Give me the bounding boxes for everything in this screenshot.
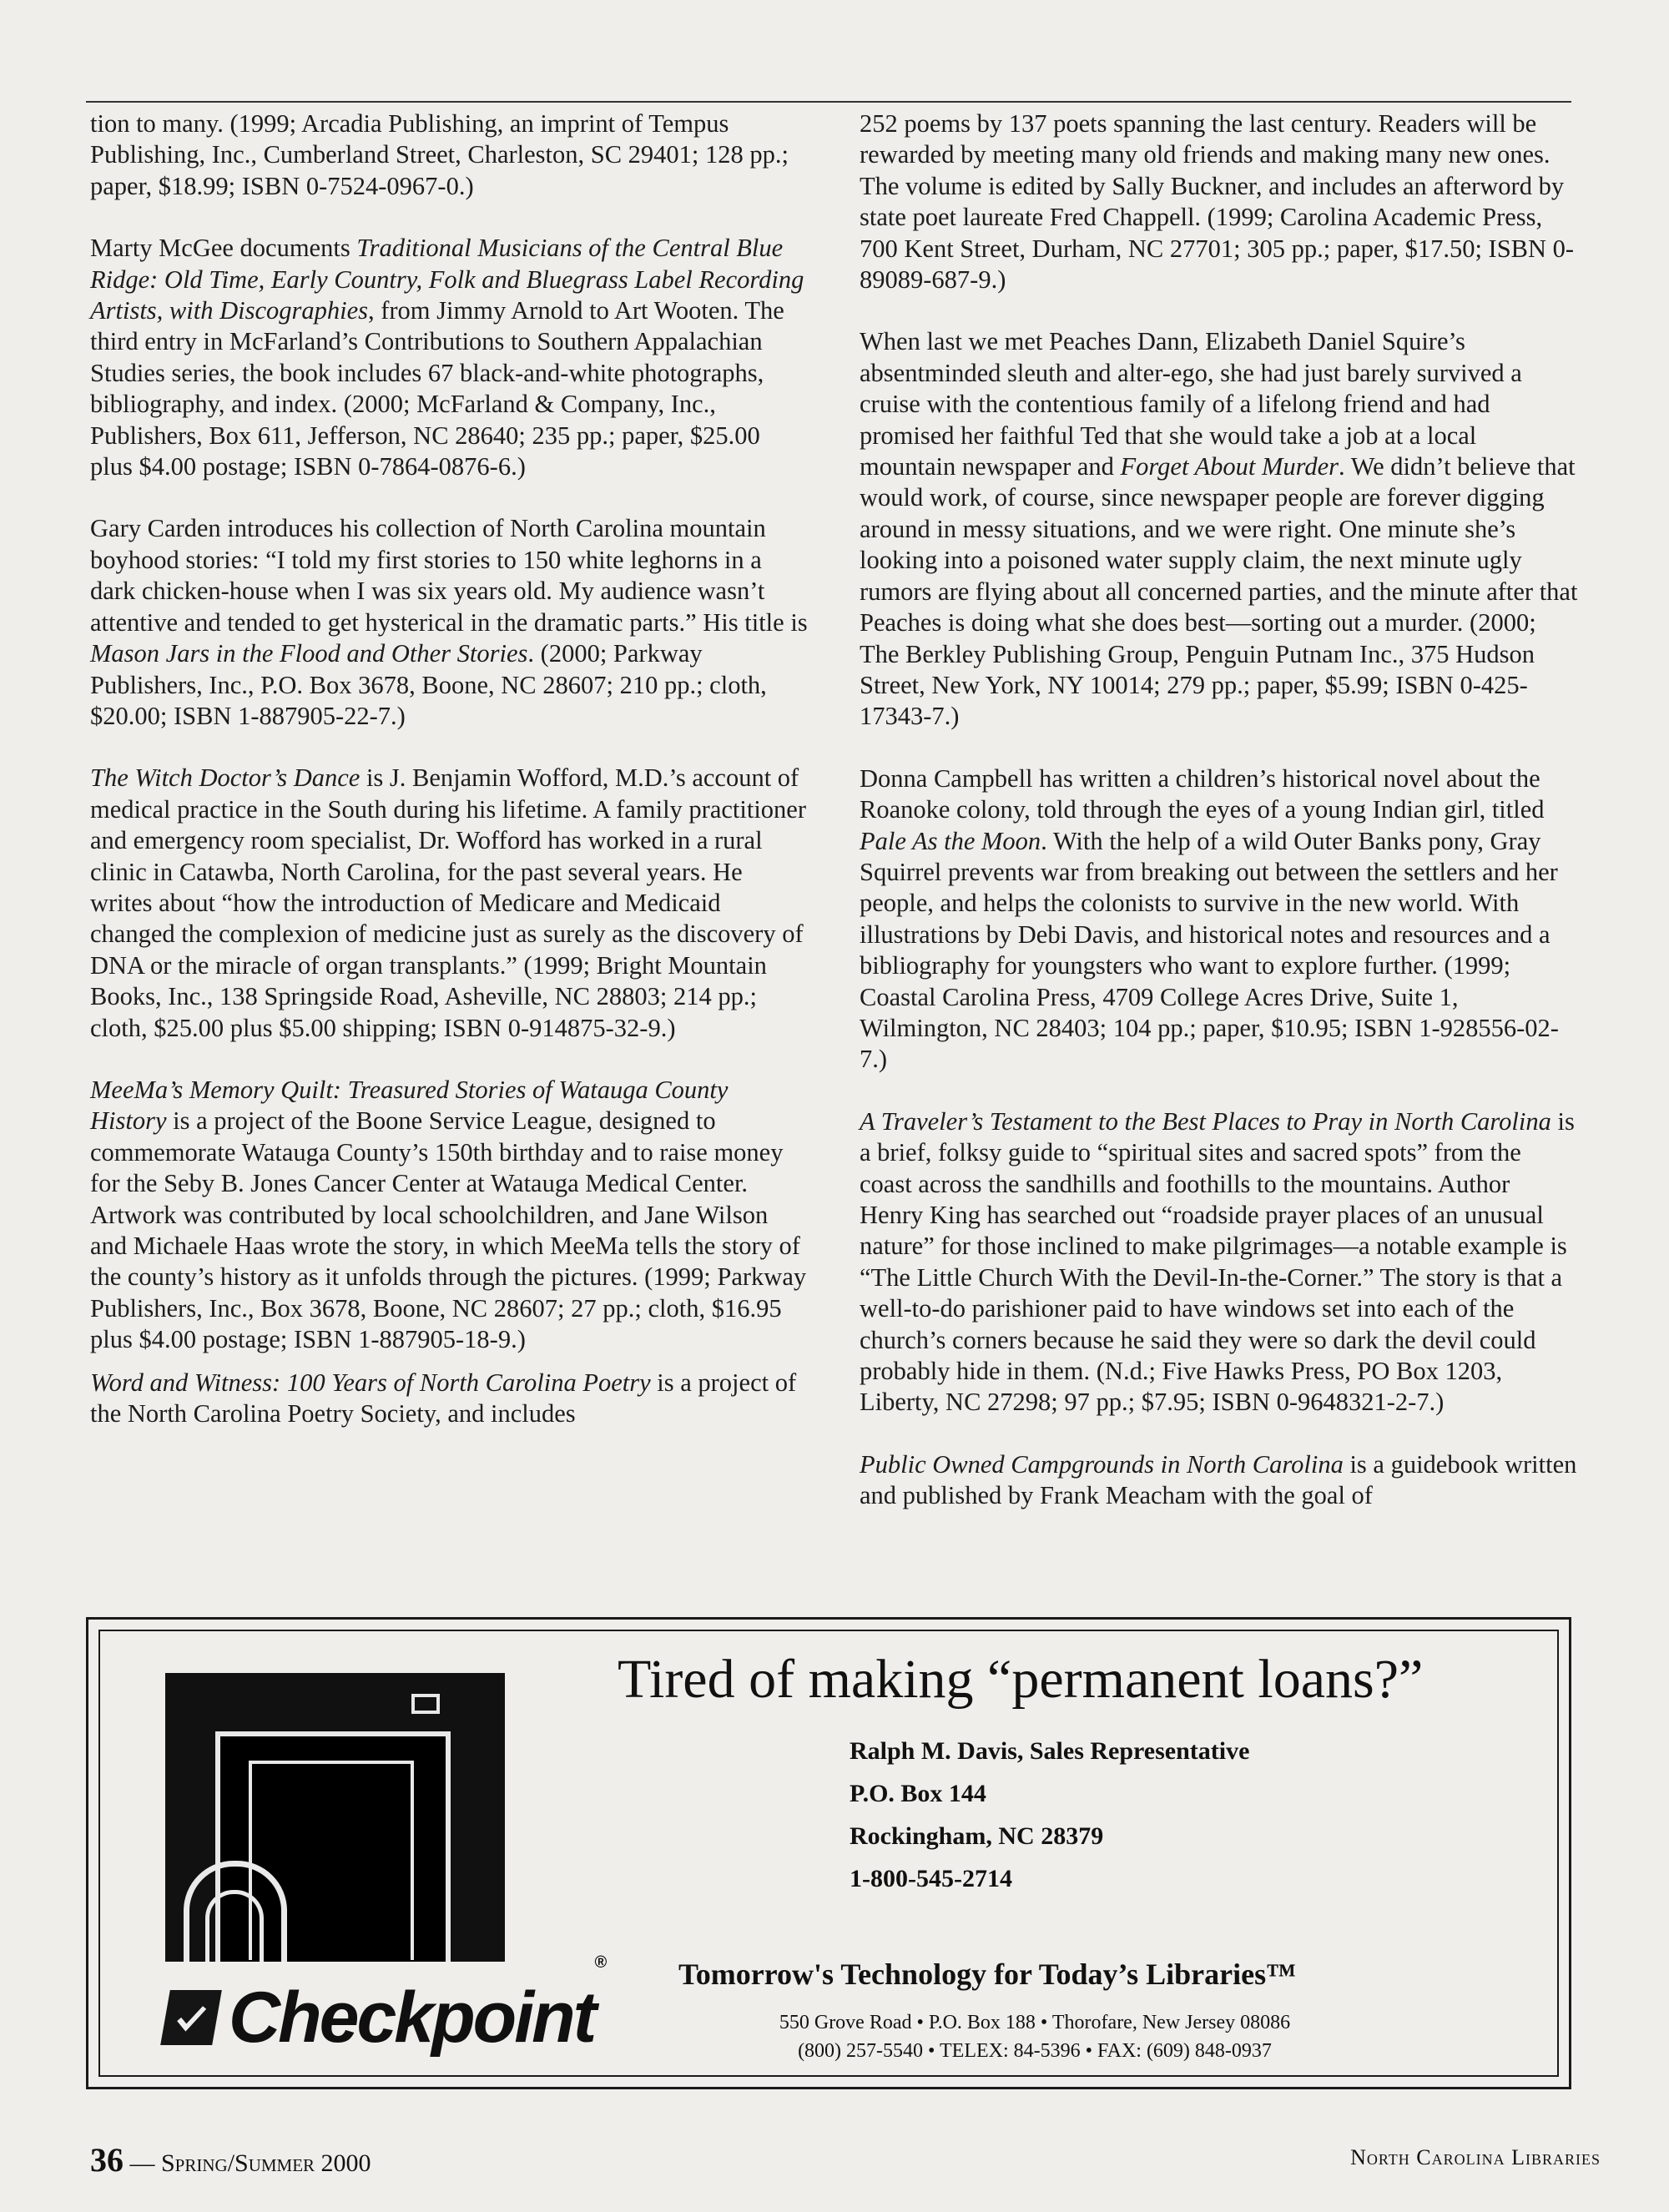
issue-label: Spring/Summer 2000 — [161, 2149, 371, 2177]
review-text: is J. Benjamin Wofford, M.D.’s account of medical practice in the South during his lifetime. A family practitioner and emergency room specialist, Dr. Wofford has worked in a rural clinic in Catawba, North Carolina, for the past several years. He writes about “how the introduction of Medicare and Medicaid changed the complexion of medicine just as surely as the discovery of DNA or the miracle of organ transplants.” (1999; Bright Mountain Books, Inc., 138 Springside Road, Asheville, NC 28803; 214 pp.; cloth, $25.00 plus $5.00 shipping; ISBN 0-914875-32-9.) — [90, 763, 807, 1042]
review-paragraph — [90, 763, 808, 1044]
review-paragraph — [90, 108, 808, 202]
rep-phone: 1-800-545-2714 — [850, 1865, 1012, 1892]
company-address — [751, 2008, 1319, 2065]
review-text: is a project of the Boone Service League, designed to commemorate Watauga County’s 150th birthday and to raise money for the Seby B. Jones Cancer Center at Watauga Medical Center. Artwork was contributed by local schoolchildren, and Jane Wilson and Michaele Haas wrote the story, in which MeeMa tells the story of the county’s history as it unfolds through the pictures. (1999; Parkway Publishers, Inc., Box 3678, Boone, NC 28607; 27 pp.; cloth, $16.95 plus $4.00 postage; ISBN 1-887905-18-9.) — [90, 1106, 807, 1354]
sales-rep-contact — [850, 1730, 1249, 1900]
review-paragraph — [860, 1449, 1579, 1512]
book-title: MeeMa’s Memory Quilt: Treasured Stories of Watauga County History — [90, 1075, 729, 1136]
journal-name: North Carolina Libraries — [1350, 2145, 1601, 2169]
ad-tagline: Tomorrow's Technology for Today’s Libraries™ — [678, 1958, 1297, 1991]
review-text: Gary Carden introduces his collection of North Carolina mountain boyhood stories: “I told my first stories to 150 white leghorns in a dark chicken-house when I was six years old. My audience wasn’t attentive and tended to get hysterical in the dramatic parts.” His title is — [90, 514, 808, 637]
right-column — [860, 108, 1579, 1543]
security-gate-arch-inner — [205, 1890, 264, 1962]
review-paragraph — [860, 326, 1579, 732]
book-title: The Witch Doctor’s Dance — [90, 763, 361, 793]
review-text: . (2000; Parkway Publishers, Inc., P.O. Box 3678, Boone, NC 28607; 210 pp.; cloth, $20.00; ISBN 1-887905-22-7.) — [90, 639, 767, 730]
checkpoint-logo — [165, 1953, 605, 2063]
review-paragraph — [90, 233, 808, 482]
checkpoint-logo-icon — [160, 1990, 222, 2045]
phone-line: (800) 257-5540 • TELEX: 84-5396 • FAX: (609) 848-0937 — [798, 2040, 1272, 2062]
registered-mark: ® — [594, 1953, 605, 1972]
book-title: A Traveler’s Testament to the Best Places to Pray in North Carolina — [860, 1106, 1551, 1136]
advertisement-inner-frame — [98, 1630, 1559, 2077]
rep-name: Ralph M. Davis, Sales Representative — [850, 1737, 1250, 1765]
header-rule — [86, 101, 1571, 103]
left-column — [90, 108, 808, 1460]
review-paragraph — [860, 1106, 1579, 1418]
page-number: 36 — [90, 2141, 124, 2179]
photo-detail — [411, 1694, 440, 1714]
book-title: Pale As the Moon — [860, 826, 1041, 855]
book-title: Public Owned Campgrounds in North Carolina — [860, 1449, 1344, 1479]
advertisement — [86, 1617, 1571, 2089]
logo-wordmark: Checkpoint — [229, 1977, 595, 2058]
review-paragraph — [860, 763, 1579, 1076]
book-title: Mason Jars in the Flood and Other Stories — [90, 639, 528, 668]
library-gate-photo — [165, 1673, 505, 1962]
review-text: Marty McGee documents — [90, 234, 357, 263]
review-text: . With the help of a wild Outer Banks pony, Gray Squirrel prevents war from breaking out between the settlers and her people, and helps the colonists to survive in the new world. With illustrations by Debi Davis, and historical notes and resources and a bibliography for youngsters who want to explore further. (1999; Coastal Carolina Press, 4709 College Acres Drive, Suite 1, Wilmington, NC 28403; 104 pp.; paper, $10.95; ISBN 1-928556-02-7.) — [860, 826, 1559, 1074]
review-text: is a project of the North Carolina Poetry Society, and includes — [90, 1368, 797, 1428]
rep-city: Rockingham, NC 28379 — [850, 1822, 1104, 1850]
book-title: Word and Witness: 100 Years of North Carolina Poetry — [90, 1368, 651, 1397]
rep-po-box: P.O. Box 144 — [850, 1780, 986, 1807]
review-paragraph — [860, 108, 1579, 295]
review-paragraph — [90, 513, 808, 732]
ad-headline: Tired of making “permanent loans?” — [618, 1649, 1424, 1710]
review-text: tion to many. (1999; Arcadia Publishing, an imprint of Tempus Publishing, Inc., Cumberland Street, Charleston, SC 29401; 128 pp.; paper, $18.99; ISBN 0-7524-0967-0.) — [90, 109, 789, 200]
logo-text — [229, 1953, 605, 2059]
review-text: 252 poems by 137 poets spanning the last century. Readers will be rewarded by meeting many old friends and making many new ones. The volume is edited by Sally Buckner, and includes an afterword by state poet laureate Fred Chappell. (1999; Carolina Academic Press, 700 Kent Street, Durham, NC 27701; 305 pp.; paper, $17.50; ISBN 0-89089-687-9.) — [860, 109, 1575, 295]
review-text: is a guidebook written and published by Frank Meacham with the goal of — [860, 1449, 1577, 1510]
book-title: Forget About Murder — [1120, 452, 1339, 481]
review-paragraph — [90, 1368, 808, 1430]
review-text: When last we met Peaches Dann, Elizabeth Daniel Squire’s absentminded sleuth and alter-ego, she had just barely survived a cruise with the contentious family of a lifelong friend and had promised her faithful Ted that she would take a job at a local mountain newspaper and — [860, 327, 1522, 481]
page-footer-left — [90, 2140, 371, 2179]
footer-separator: — — [124, 2149, 161, 2177]
review-paragraph — [90, 1075, 808, 1356]
review-text: is a brief, folksy guide to “spiritual sites and sacred spots” from the coast across the sandhills and foothills to the mountains. Author Henry King has searched out “roadside prayer places of an unusual nature” for those inclined to make pilgrimages—a notable example is “The Little Church With the Devil-In-the-Corner.” The story is that a well-to-do parishioner paid to have windows set into each of the church’s corners because he said they were so dark the devil could probably hide in them. (N.d.; Five Hawks Press, PO Box 1203, Liberty, NC 27298; 97 pp.; $7.95; ISBN 0-9648321-2-7.) — [860, 1106, 1575, 1417]
review-text: , from Jimmy Arnold to Art Wooten. The third entry in McFarland’s Contributions to Southern Appalachian Studies series, the book includes 67 black-and-white photographs, bibliography, and index. (2000; McFarland & Company, Inc., Publishers, Box 611, Jefferson, NC 28640; 235 pp.; paper, $25.00 plus $4.00 postage; ISBN 0-7864-0876-6.) — [90, 296, 784, 481]
review-text: . We didn’t believe that would work, of course, since newspaper people are forever digging around in messy situations, and we were right. One minute she’s looking into a poisoned water supply claim, the next minute ugly rumors are flying about all concerned parties, and the minute after that Peaches is doing what she does best—sorting out a murder. (2000; The Berkley Publishing Group, Penguin Putnam Inc., 375 Hudson Street, New York, NY 10014; 279 pp.; paper, $5.99; ISBN 0-425-17343-7.) — [860, 452, 1578, 731]
address-line: 550 Grove Road • P.O. Box 188 • Thorofare, New Jersey 08086 — [779, 2012, 1291, 2033]
book-title: Traditional Musicians of the Central Blue Ridge: Old Time, Early Country, Folk and Bluegrass Label Recording Artists, with Discographies — [90, 234, 804, 325]
review-text: Donna Campbell has written a children’s historical novel about the Roanoke colony, told through the eyes of a young Indian girl, titled — [860, 763, 1545, 824]
